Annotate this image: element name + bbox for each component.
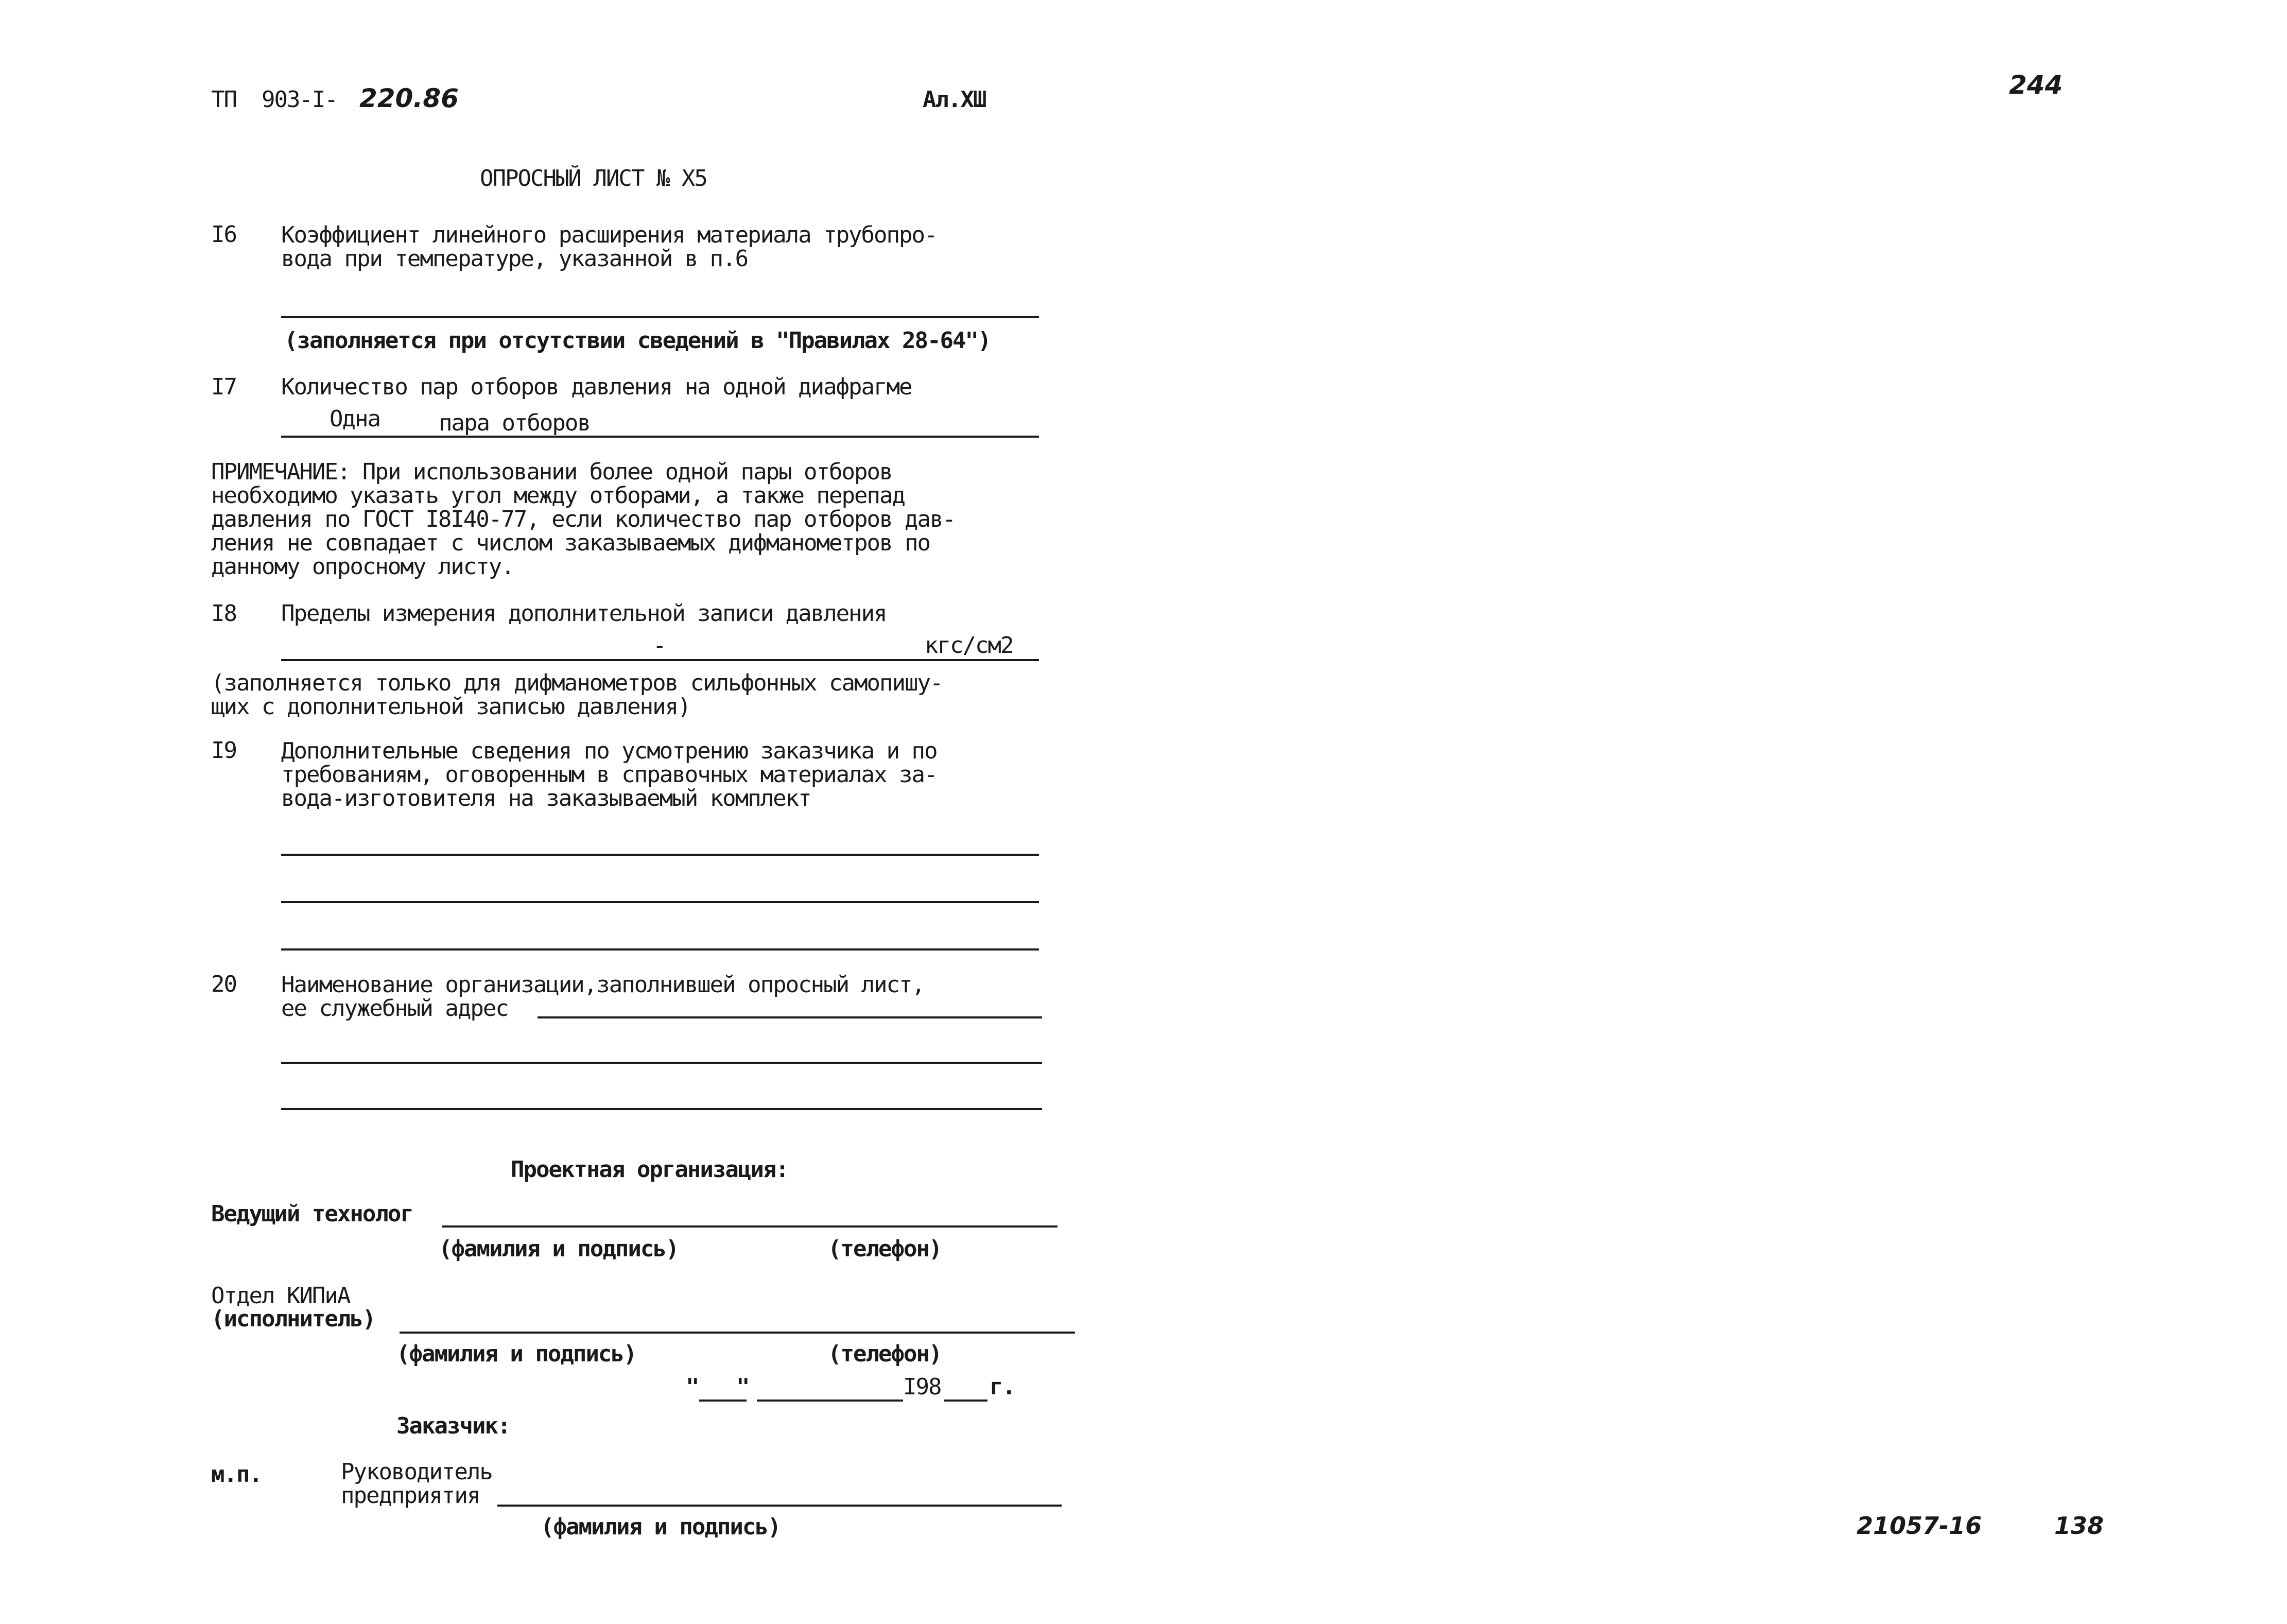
item-text: Коэффициент линейного расширения материала трубопро- вода при температуре, указанной в п.6: [281, 222, 937, 272]
signature-line[interactable]: [497, 1505, 1062, 1507]
item-note: (заполняется только для дифманометров сильфонных самопишу- щих с дополнительной записью давления): [211, 670, 943, 720]
answer-value: Одна: [330, 406, 380, 432]
name-signature-caption: (фамилия и подпись): [541, 1514, 781, 1540]
kipia-dept-label: Отдел КИПиА: [211, 1283, 350, 1309]
footer-code: 21057-16: [1857, 1512, 1982, 1540]
item-number: I6: [211, 221, 236, 248]
item-text: Количество пар отборов давления на одной диафрагме: [281, 374, 912, 400]
doc-code-handwritten: 220.86: [359, 83, 459, 113]
item-text: Наименование организации,заполнившей опросный лист, ее служебный адрес: [281, 972, 925, 1022]
signature-line[interactable]: [400, 1332, 1075, 1334]
year-prefix: I98: [903, 1374, 941, 1400]
name-signature-caption: (фамилия и подпись): [396, 1341, 636, 1367]
item-text: Дополнительные сведения по усмотрению заказчика и по требованиям, оговоренным в справочных материалах за- вода-изготовителя на заказываемый комплект: [281, 738, 937, 811]
date-year-line[interactable]: [944, 1400, 987, 1402]
answer-line[interactable]: [281, 659, 1039, 661]
remark: ПРИМЕЧАНИЕ: При использовании более одной пары отборов необходимо указать угол между отборами, а также перепад давления по ГОСТ I8I40-77, если количество пар отборов дав- ления не совпадает с числом заказываемых дифманометров по данному опросному листу.: [211, 459, 955, 580]
answer-line[interactable]: [281, 854, 1039, 856]
signature-line[interactable]: [442, 1225, 1058, 1228]
date-month-line[interactable]: [757, 1400, 903, 1402]
doc-code: ТП 903-I-: [211, 87, 337, 113]
answer-value: пара отборов: [439, 410, 590, 436]
head-of-enterprise-label: Руководитель предприятия: [341, 1459, 492, 1509]
answer-line[interactable]: [281, 436, 1039, 438]
unit-label: кгс/см2: [925, 632, 1013, 659]
lead-technologist-label: Ведущий технолог: [211, 1201, 413, 1227]
answer-line[interactable]: [281, 316, 1039, 318]
item-number: I9: [211, 737, 236, 764]
item-number: I7: [211, 374, 236, 400]
album-number: Ал.XШ: [923, 87, 986, 113]
date-day-line[interactable]: [699, 1400, 747, 1402]
item-text: Пределы измерения дополнительной записи давления: [281, 600, 887, 627]
answer-line[interactable]: [281, 1108, 1042, 1110]
page-number: 244: [2009, 70, 2063, 100]
footer-sheet-number: 138: [2054, 1512, 2104, 1540]
year-suffix: г.: [990, 1374, 1015, 1400]
stamp-label: м.п.: [211, 1461, 262, 1488]
page-title: ОПРОСНЫЙ ЛИСТ № Х5: [480, 165, 707, 192]
phone-caption: (телефон): [828, 1236, 942, 1262]
item-number: I8: [211, 600, 236, 627]
answer-value: -: [653, 632, 666, 659]
answer-line[interactable]: [281, 948, 1039, 951]
customer-heading: Заказчик:: [396, 1413, 510, 1439]
date-quotes: " ": [686, 1374, 749, 1400]
answer-line[interactable]: [281, 1062, 1042, 1064]
answer-line[interactable]: [281, 901, 1039, 903]
executor-label: (исполнитель): [211, 1306, 375, 1332]
item-note: (заполняется при отсутствии сведений в "Правилах 28-64"): [284, 327, 991, 354]
answer-line[interactable]: [538, 1016, 1042, 1018]
name-signature-caption: (фамилия и подпись): [439, 1236, 679, 1262]
design-org-heading: Проектная организация:: [511, 1156, 788, 1183]
item-number: 20: [211, 971, 236, 997]
phone-caption: (телефон): [828, 1341, 942, 1367]
